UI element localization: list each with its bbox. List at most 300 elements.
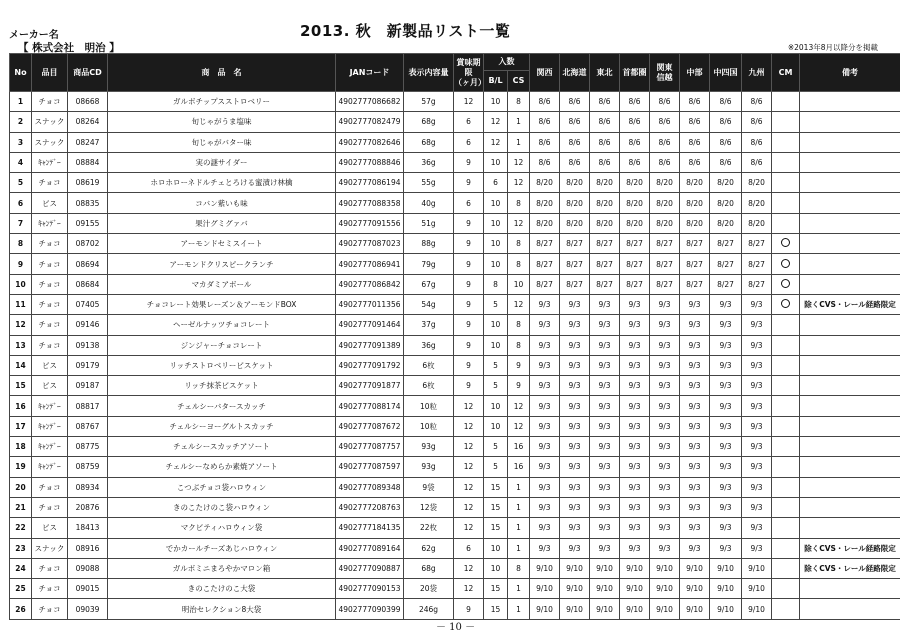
cell-category: ｷｬﾝﾃﾞｰ xyxy=(32,152,68,172)
col-cm: CM xyxy=(772,54,800,92)
cell-cm xyxy=(772,234,800,254)
cell-category: スナック xyxy=(32,112,68,132)
cell-no: 6 xyxy=(10,193,32,213)
cell-shelf-life: 9 xyxy=(454,599,484,619)
cell-kyushu: 9/3 xyxy=(742,396,772,416)
cell-tohoku: 8/6 xyxy=(590,112,620,132)
cell-chushikoku: 8/6 xyxy=(710,112,742,132)
cell-kyushu: 9/3 xyxy=(742,335,772,355)
cell-cm xyxy=(772,335,800,355)
cell-remarks xyxy=(800,254,900,274)
cell-cm xyxy=(772,497,800,517)
cell-shutoken: 9/3 xyxy=(620,355,650,375)
cell-kanto-shinetsu: 9/3 xyxy=(650,497,680,517)
cell-kansai: 8/6 xyxy=(530,132,560,152)
cell-no: 23 xyxy=(10,538,32,558)
cell-shutoken: 9/3 xyxy=(620,396,650,416)
cell-category: チョコ xyxy=(32,92,68,112)
cell-product-name: 実の謎サイダー xyxy=(108,152,336,172)
cell-kyushu: 8/27 xyxy=(742,234,772,254)
cell-chubu: 8/27 xyxy=(680,274,710,294)
cell-kyushu: 9/3 xyxy=(742,294,772,314)
cell-shutoken: 8/27 xyxy=(620,274,650,294)
cell-shelf-life: 12 xyxy=(454,558,484,578)
cell-kanto-shinetsu: 9/3 xyxy=(650,355,680,375)
cell-bl: 15 xyxy=(484,599,508,619)
cell-hokkaido: 8/20 xyxy=(560,193,590,213)
cell-bl: 12 xyxy=(484,132,508,152)
cell-kyushu: 9/3 xyxy=(742,497,772,517)
cell-kyushu: 9/3 xyxy=(742,518,772,538)
cell-category: チョコ xyxy=(32,579,68,599)
cell-content: 79g xyxy=(404,254,454,274)
cell-shutoken: 8/6 xyxy=(620,92,650,112)
cell-code: 08916 xyxy=(68,538,108,558)
cell-remarks xyxy=(800,355,900,375)
cell-chubu: 9/3 xyxy=(680,396,710,416)
cell-kansai: 8/20 xyxy=(530,193,560,213)
table-row xyxy=(10,234,900,254)
cell-chubu: 9/10 xyxy=(680,579,710,599)
cell-cs: 8 xyxy=(508,92,530,112)
cell-product-name: ヘーゼルナッツチョコレート xyxy=(108,315,336,335)
cell-product-name: 明治セレクション8大袋 xyxy=(108,599,336,619)
cell-kanto-shinetsu: 9/3 xyxy=(650,335,680,355)
cell-tohoku: 8/20 xyxy=(590,213,620,233)
cell-chubu: 9/3 xyxy=(680,335,710,355)
cell-hokkaido: 9/3 xyxy=(560,437,590,457)
cell-chubu: 9/3 xyxy=(680,437,710,457)
cell-jan: 4902777091792 xyxy=(336,355,404,375)
cell-category: チョコ xyxy=(32,294,68,314)
cell-tohoku: 9/3 xyxy=(590,376,620,396)
cell-kansai: 8/20 xyxy=(530,213,560,233)
cell-code: 09088 xyxy=(68,558,108,578)
cell-kansai: 9/10 xyxy=(530,599,560,619)
cell-chubu: 9/3 xyxy=(680,376,710,396)
cell-jan: 4902777087023 xyxy=(336,234,404,254)
cell-cs: 8 xyxy=(508,254,530,274)
cell-cm xyxy=(772,193,800,213)
cell-jan: 4902777089348 xyxy=(336,477,404,497)
maker-name: 【 株式会社 明治 】 xyxy=(18,42,120,54)
cell-hokkaido: 9/3 xyxy=(560,396,590,416)
cell-bl: 10 xyxy=(484,213,508,233)
cell-cm xyxy=(772,437,800,457)
cell-bl: 10 xyxy=(484,416,508,436)
cell-code: 09138 xyxy=(68,335,108,355)
cell-chubu: 8/20 xyxy=(680,193,710,213)
cell-shelf-life: 12 xyxy=(454,477,484,497)
cell-jan: 4902777088846 xyxy=(336,152,404,172)
cell-no: 25 xyxy=(10,579,32,599)
cell-shelf-life: 12 xyxy=(454,437,484,457)
cell-product-name: チェルシーヨーグルトスカッチ xyxy=(108,416,336,436)
cell-category: チョコ xyxy=(32,274,68,294)
cell-shutoken: 9/3 xyxy=(620,416,650,436)
cell-remarks xyxy=(800,193,900,213)
cell-content: 40g xyxy=(404,193,454,213)
cell-cm xyxy=(772,477,800,497)
cell-kyushu: 8/27 xyxy=(742,254,772,274)
cell-cs: 1 xyxy=(508,599,530,619)
cell-no: 15 xyxy=(10,376,32,396)
cell-hokkaido: 8/6 xyxy=(560,132,590,152)
cell-cm xyxy=(772,173,800,193)
cell-category: ｷｬﾝﾃﾞｰ xyxy=(32,396,68,416)
col-chubu: 中部 xyxy=(680,54,710,92)
cell-kanto-shinetsu: 8/27 xyxy=(650,234,680,254)
cell-kanto-shinetsu: 8/6 xyxy=(650,152,680,172)
cell-bl: 10 xyxy=(484,234,508,254)
cell-cs: 1 xyxy=(508,538,530,558)
cell-code: 08264 xyxy=(68,112,108,132)
cell-content: 88g xyxy=(404,234,454,254)
cell-tohoku: 8/27 xyxy=(590,274,620,294)
cell-jan: 4902777086194 xyxy=(336,173,404,193)
cell-kanto-shinetsu: 9/3 xyxy=(650,376,680,396)
cell-product-name: ガルボミニまろやかマロン箱 xyxy=(108,558,336,578)
cell-cs: 1 xyxy=(508,579,530,599)
cell-kansai: 9/3 xyxy=(530,518,560,538)
cell-hokkaido: 9/3 xyxy=(560,457,590,477)
cell-kanto-shinetsu: 9/3 xyxy=(650,437,680,457)
cell-kanto-shinetsu: 9/3 xyxy=(650,538,680,558)
cell-jan: 4902777091556 xyxy=(336,213,404,233)
cell-shelf-life: 9 xyxy=(454,234,484,254)
cm-circle-icon xyxy=(781,299,790,308)
cell-cm xyxy=(772,132,800,152)
maker-label: メーカー名 xyxy=(9,30,59,41)
cell-bl: 10 xyxy=(484,558,508,578)
cell-tohoku: 9/3 xyxy=(590,477,620,497)
cell-content: 36g xyxy=(404,335,454,355)
cell-no: 2 xyxy=(10,112,32,132)
cell-chubu: 8/6 xyxy=(680,152,710,172)
cell-kyushu: 8/6 xyxy=(742,152,772,172)
cell-category: ｷｬﾝﾃﾞｰ xyxy=(32,213,68,233)
cell-no: 7 xyxy=(10,213,32,233)
cell-shelf-life: 12 xyxy=(454,518,484,538)
cell-kansai: 9/3 xyxy=(530,437,560,457)
cell-remarks xyxy=(800,274,900,294)
col-kanto-line1: 関東 xyxy=(656,62,673,72)
cell-shutoken: 9/3 xyxy=(620,376,650,396)
cell-shelf-life: 9 xyxy=(454,213,484,233)
cell-kyushu: 9/3 xyxy=(742,376,772,396)
cell-bl: 15 xyxy=(484,518,508,538)
cell-code: 08759 xyxy=(68,457,108,477)
cell-jan: 4902777088358 xyxy=(336,193,404,213)
cell-cs: 12 xyxy=(508,213,530,233)
cell-shelf-life: 6 xyxy=(454,193,484,213)
cell-chushikoku: 9/3 xyxy=(710,376,742,396)
cell-remarks xyxy=(800,213,900,233)
cell-cm xyxy=(772,376,800,396)
cell-code: 08884 xyxy=(68,152,108,172)
cell-shelf-life: 9 xyxy=(454,254,484,274)
table-body xyxy=(10,92,900,620)
col-bl: B/L xyxy=(484,71,508,92)
cell-content: 246g xyxy=(404,599,454,619)
cell-chubu: 9/3 xyxy=(680,477,710,497)
cell-remarks xyxy=(800,396,900,416)
cell-content: 55g xyxy=(404,173,454,193)
col-irisu: 入数 xyxy=(484,54,530,71)
cell-chushikoku: 8/6 xyxy=(710,132,742,152)
cell-kanto-shinetsu: 8/6 xyxy=(650,92,680,112)
cell-cm xyxy=(772,579,800,599)
cell-tohoku: 9/3 xyxy=(590,294,620,314)
table-row xyxy=(10,173,900,193)
cell-shelf-life: 12 xyxy=(454,457,484,477)
cell-code: 18413 xyxy=(68,518,108,538)
cell-chubu: 9/3 xyxy=(680,538,710,558)
cell-no: 13 xyxy=(10,335,32,355)
cell-product-name: コバン紫いも味 xyxy=(108,193,336,213)
cell-shutoken: 8/27 xyxy=(620,234,650,254)
col-shutoken: 首都圏 xyxy=(620,54,650,92)
cell-chushikoku: 9/3 xyxy=(710,437,742,457)
cell-code: 08817 xyxy=(68,396,108,416)
cell-code: 09146 xyxy=(68,315,108,335)
cell-no: 10 xyxy=(10,274,32,294)
cell-kansai: 8/27 xyxy=(530,254,560,274)
cell-kansai: 8/6 xyxy=(530,152,560,172)
cell-category: チョコ xyxy=(32,599,68,619)
cell-kansai: 9/3 xyxy=(530,416,560,436)
cell-kanto-shinetsu: 9/3 xyxy=(650,477,680,497)
cell-cm xyxy=(772,599,800,619)
cell-product-name: でかカールチーズあじハロウィン xyxy=(108,538,336,558)
col-kansai: 関西 xyxy=(530,54,560,92)
cell-content: 22枚 xyxy=(404,518,454,538)
cell-chushikoku: 9/3 xyxy=(710,477,742,497)
cell-tohoku: 9/10 xyxy=(590,599,620,619)
cell-jan: 4902777082479 xyxy=(336,112,404,132)
cell-code: 20876 xyxy=(68,497,108,517)
cell-category: チョコ xyxy=(32,173,68,193)
cell-kanto-shinetsu: 8/20 xyxy=(650,173,680,193)
col-code: 商品CD xyxy=(68,54,108,92)
cell-hokkaido: 9/10 xyxy=(560,558,590,578)
cell-chushikoku: 9/3 xyxy=(710,518,742,538)
cell-cm xyxy=(772,274,800,294)
cell-chushikoku: 9/3 xyxy=(710,355,742,375)
cell-kansai: 8/27 xyxy=(530,274,560,294)
cell-kanto-shinetsu: 8/6 xyxy=(650,132,680,152)
cell-kanto-shinetsu: 9/3 xyxy=(650,294,680,314)
cell-bl: 5 xyxy=(484,355,508,375)
cell-bl: 10 xyxy=(484,193,508,213)
cell-cm xyxy=(772,518,800,538)
cell-kanto-shinetsu: 8/20 xyxy=(650,193,680,213)
cell-cs: 1 xyxy=(508,477,530,497)
table-row xyxy=(10,315,900,335)
cell-remarks xyxy=(800,132,900,152)
cell-shutoken: 8/6 xyxy=(620,112,650,132)
cell-chushikoku: 9/3 xyxy=(710,457,742,477)
cell-shelf-life: 12 xyxy=(454,396,484,416)
cell-jan: 4902777082646 xyxy=(336,132,404,152)
table-row xyxy=(10,355,900,375)
cell-shelf-life: 12 xyxy=(454,579,484,599)
cell-kyushu: 9/3 xyxy=(742,477,772,497)
cell-cs: 1 xyxy=(508,497,530,517)
cell-shelf-life: 9 xyxy=(454,315,484,335)
cell-shelf-life: 9 xyxy=(454,335,484,355)
cell-chushikoku: 9/3 xyxy=(710,396,742,416)
cell-cs: 8 xyxy=(508,315,530,335)
cell-cm xyxy=(772,558,800,578)
cell-content: 62g xyxy=(404,538,454,558)
cell-tohoku: 8/6 xyxy=(590,92,620,112)
cell-shelf-life: 6 xyxy=(454,538,484,558)
cell-category: ｷｬﾝﾃﾞｰ xyxy=(32,416,68,436)
cell-remarks xyxy=(800,234,900,254)
cell-hokkaido: 8/6 xyxy=(560,152,590,172)
col-hokkaido: 北海道 xyxy=(560,54,590,92)
cell-jan: 4902777086842 xyxy=(336,274,404,294)
cell-remarks xyxy=(800,152,900,172)
cell-no: 3 xyxy=(10,132,32,152)
cell-no: 18 xyxy=(10,437,32,457)
cell-kanto-shinetsu: 9/10 xyxy=(650,579,680,599)
cell-content: 93g xyxy=(404,437,454,457)
cell-bl: 10 xyxy=(484,152,508,172)
cell-product-name: チェルシーバタースカッチ xyxy=(108,396,336,416)
col-shelf-life-line2: 限 xyxy=(464,67,473,77)
cell-hokkaido: 9/10 xyxy=(560,579,590,599)
cell-shutoken: 8/20 xyxy=(620,173,650,193)
cell-kyushu: 9/10 xyxy=(742,558,772,578)
cell-tohoku: 9/10 xyxy=(590,558,620,578)
cell-shelf-life: 9 xyxy=(454,294,484,314)
cell-kyushu: 8/20 xyxy=(742,213,772,233)
cell-content: 67g xyxy=(404,274,454,294)
col-shelf-life xyxy=(454,54,484,92)
cell-shelf-life: 9 xyxy=(454,173,484,193)
cell-tohoku: 9/3 xyxy=(590,416,620,436)
cell-kyushu: 8/6 xyxy=(742,112,772,132)
cell-chushikoku: 9/3 xyxy=(710,497,742,517)
cell-tohoku: 9/3 xyxy=(590,538,620,558)
table-row xyxy=(10,254,900,274)
cell-chushikoku: 9/3 xyxy=(710,335,742,355)
cell-bl: 15 xyxy=(484,477,508,497)
col-kyushu: 九州 xyxy=(742,54,772,92)
cell-shelf-life: 6 xyxy=(454,112,484,132)
cell-cs: 12 xyxy=(508,152,530,172)
cell-remarks xyxy=(800,579,900,599)
cell-code: 08702 xyxy=(68,234,108,254)
cell-shutoken: 9/3 xyxy=(620,497,650,517)
cell-cs: 8 xyxy=(508,234,530,254)
cm-circle-icon xyxy=(781,238,790,247)
cell-no: 26 xyxy=(10,599,32,619)
cell-shelf-life: 6 xyxy=(454,132,484,152)
cell-hokkaido: 9/3 xyxy=(560,497,590,517)
col-jan: JANコード xyxy=(336,54,404,92)
cell-chushikoku: 8/27 xyxy=(710,274,742,294)
cell-jan: 4902777086941 xyxy=(336,254,404,274)
cell-no: 19 xyxy=(10,457,32,477)
cell-code: 08694 xyxy=(68,254,108,274)
cell-kansai: 9/3 xyxy=(530,396,560,416)
table-row xyxy=(10,112,900,132)
cell-chushikoku: 9/3 xyxy=(710,294,742,314)
cell-chubu: 9/3 xyxy=(680,315,710,335)
cell-chushikoku: 9/10 xyxy=(710,579,742,599)
cell-code: 09187 xyxy=(68,376,108,396)
cell-product-name: リッチストロベリービスケット xyxy=(108,355,336,375)
cell-code: 08668 xyxy=(68,92,108,112)
cell-chubu: 9/3 xyxy=(680,355,710,375)
cell-cs: 12 xyxy=(508,173,530,193)
cell-kansai: 9/3 xyxy=(530,315,560,335)
cell-kanto-shinetsu: 8/27 xyxy=(650,274,680,294)
cell-jan: 4902777088174 xyxy=(336,396,404,416)
cell-hokkaido: 8/27 xyxy=(560,234,590,254)
cell-no: 21 xyxy=(10,497,32,517)
cell-chubu: 8/6 xyxy=(680,132,710,152)
cell-kansai: 9/10 xyxy=(530,579,560,599)
cell-cs: 9 xyxy=(508,355,530,375)
cell-hokkaido: 9/3 xyxy=(560,518,590,538)
cell-kanto-shinetsu: 9/3 xyxy=(650,396,680,416)
cell-hokkaido: 8/27 xyxy=(560,274,590,294)
cell-tohoku: 9/3 xyxy=(590,457,620,477)
cell-cm xyxy=(772,213,800,233)
cell-remarks: 除くCVS・レール経路限定 xyxy=(800,294,900,314)
table-row xyxy=(10,579,900,599)
cell-tohoku: 9/3 xyxy=(590,355,620,375)
cell-remarks xyxy=(800,599,900,619)
cell-remarks xyxy=(800,437,900,457)
cell-content: 68g xyxy=(404,558,454,578)
col-kanto-shinetsu xyxy=(650,54,680,92)
cell-cm xyxy=(772,254,800,274)
table-row xyxy=(10,294,900,314)
cell-shutoken: 9/3 xyxy=(620,294,650,314)
cell-category: チョコ xyxy=(32,558,68,578)
cell-cs: 12 xyxy=(508,416,530,436)
cell-jan: 4902777208763 xyxy=(336,497,404,517)
cell-shutoken: 9/10 xyxy=(620,599,650,619)
cell-shutoken: 9/3 xyxy=(620,477,650,497)
cell-content: 10粒 xyxy=(404,416,454,436)
cell-bl: 10 xyxy=(484,92,508,112)
cell-chushikoku: 9/10 xyxy=(710,558,742,578)
cell-kyushu: 9/3 xyxy=(742,315,772,335)
cell-kansai: 8/27 xyxy=(530,234,560,254)
cell-shutoken: 8/27 xyxy=(620,254,650,274)
cell-chubu: 8/27 xyxy=(680,254,710,274)
cell-kyushu: 9/3 xyxy=(742,538,772,558)
cell-product-name: 果汁グミグァバ xyxy=(108,213,336,233)
cell-product-name: チェルシーなめらか素焼アソート xyxy=(108,457,336,477)
cell-cs: 12 xyxy=(508,294,530,314)
cell-hokkaido: 9/10 xyxy=(560,599,590,619)
cell-cs: 1 xyxy=(508,112,530,132)
cell-category: チョコ xyxy=(32,477,68,497)
cell-chubu: 9/3 xyxy=(680,416,710,436)
cell-bl: 12 xyxy=(484,112,508,132)
cell-tohoku: 9/3 xyxy=(590,315,620,335)
cell-chubu: 9/3 xyxy=(680,294,710,314)
cell-jan: 4902777087672 xyxy=(336,416,404,436)
cell-product-name: きのこたけのこ大袋 xyxy=(108,579,336,599)
